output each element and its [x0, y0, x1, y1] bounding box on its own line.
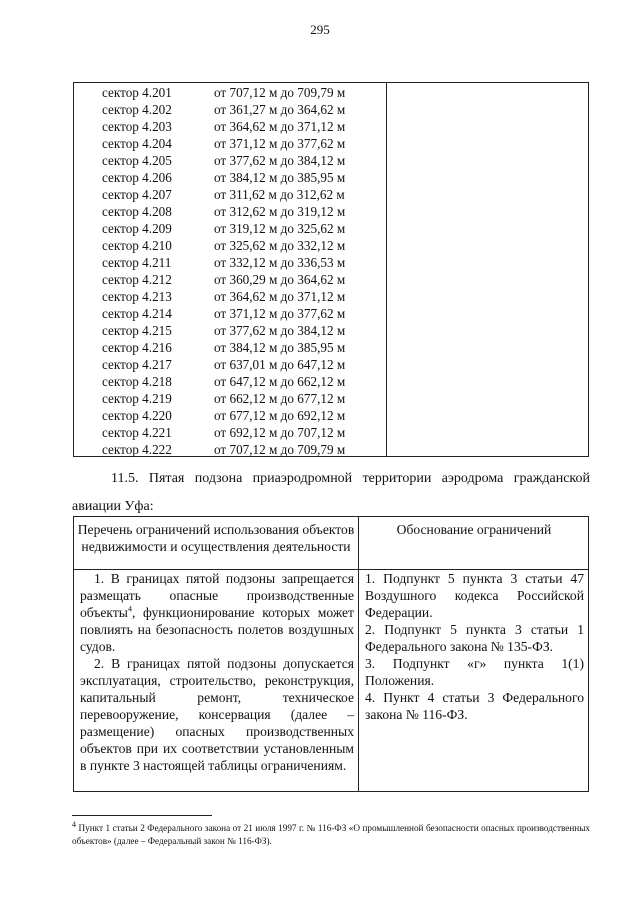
sector-range: от 692,12 м до 707,12 м: [214, 425, 346, 440]
sector-range: от 371,12 м до 377,62 м: [214, 306, 346, 321]
section-heading-line1: 11.5. Пятая подзона приаэродромной территории аэродрома гражданской: [111, 471, 590, 486]
justification-item: 4. Пункт 4 статьи 3 Федерального закона № 116-ФЗ.: [365, 690, 584, 722]
sector-name: сектор 4.220: [102, 408, 172, 423]
sector-name: сектор 4.218: [102, 374, 172, 389]
header-justification: Обоснование ограничений: [396, 522, 552, 537]
header-restrictions: Перечень ограничений использования объектов недвижимости и осуществления деятельности: [77, 522, 355, 554]
sector-range: от 637,01 м до 647,12 м: [214, 357, 346, 372]
sector-range: от 707,12 м до 709,79 м: [214, 85, 346, 100]
sector-name: сектор 4.210: [102, 238, 172, 253]
sector-name: сектор 4.222: [102, 442, 172, 457]
sector-range: от 319,12 м до 325,62 м: [214, 221, 346, 236]
sector-range: от 364,62 м до 371,12 м: [214, 289, 346, 304]
column-divider: [358, 517, 359, 791]
sector-name: сектор 4.208: [102, 204, 172, 219]
justification-item: 3. Подпункт «г» пункта 1(1) Положения.: [365, 656, 584, 688]
sector-name: сектор 4.215: [102, 323, 172, 338]
section-heading-line2: авиации Уфа:: [72, 499, 154, 514]
sector-range: от 364,62 м до 371,12 м: [214, 119, 346, 134]
sector-range: от 384,12 м до 385,95 м: [214, 340, 346, 355]
sector-range: от 311,62 м до 312,62 м: [214, 187, 345, 202]
sector-name: сектор 4.209: [102, 221, 172, 236]
sector-range: от 361,27 м до 364,62 м: [214, 102, 346, 117]
sector-table: [73, 82, 589, 457]
sector-name: сектор 4.204: [102, 136, 172, 151]
sector-name: сектор 4.217: [102, 357, 172, 372]
sector-range: от 384,12 м до 385,95 м: [214, 170, 346, 185]
sector-range: от 647,12 м до 662,12 м: [214, 374, 346, 389]
footnote-ref: 4: [127, 604, 132, 614]
sector-name: сектор 4.216: [102, 340, 172, 355]
sector-name: сектор 4.206: [102, 170, 172, 185]
page-number: 295: [310, 22, 330, 37]
sector-name: сектор 4.211: [102, 255, 172, 270]
section-heading: [72, 465, 590, 521]
sector-name: сектор 4.213: [102, 289, 172, 304]
sector-name: сектор 4.202: [102, 102, 172, 117]
sector-name: сектор 4.207: [102, 187, 172, 202]
justification-item: 1. Подпункт 5 пункта 3 статьи 47 Воздушного кодекса Российской Федерации.: [365, 571, 584, 620]
footnote-text: Пункт 1 статьи 2 Федерального закона от 21 июля 1997 г. № 116-ФЗ «О промышленной безопасности опасных производственных объектов» (далее – Федеральный закон № 116-ФЗ).: [72, 823, 590, 846]
limits-table: [73, 516, 589, 792]
justification-item: 2. Подпункт 5 пункта 3 статьи 1 Федерального закона № 135-ФЗ.: [365, 622, 584, 654]
restriction-paragraph-1: [80, 570, 354, 655]
sector-name: сектор 4.212: [102, 272, 172, 287]
sector-name: сектор 4.219: [102, 391, 172, 406]
sector-name: сектор 4.214: [102, 306, 172, 321]
column-divider: [386, 83, 387, 456]
sector-name: сектор 4.205: [102, 153, 172, 168]
sector-range: от 332,12 м до 336,53 м: [214, 255, 346, 270]
restrictions-cell: [80, 570, 354, 774]
sector-range: от 312,62 м до 319,12 м: [214, 204, 346, 219]
justification-cell: [365, 570, 584, 723]
sector-name: сектор 4.221: [102, 425, 172, 440]
sector-range: от 377,62 м до 384,12 м: [214, 323, 346, 338]
footnote-separator: [72, 815, 212, 816]
sector-name: сектор 4.201: [102, 85, 172, 100]
restriction-1-text-b: , функционирование которых может повлиять на безопасность полетов воздушных судов.: [80, 605, 354, 654]
sector-range: от 371,12 м до 377,62 м: [214, 136, 346, 151]
sector-range: от 677,12 м до 692,12 м: [214, 408, 346, 423]
footnote-mark: 4: [72, 819, 76, 829]
sector-range: от 707,12 м до 709,79 м: [214, 442, 346, 457]
sector-name: сектор 4.203: [102, 119, 172, 134]
sector-range: от 662,12 м до 677,12 м: [214, 391, 346, 406]
restriction-1-text-a: 1. В границах пятой подзоны запрещается размещать опасные производственные объекты: [80, 571, 354, 620]
sector-range: от 325,62 м до 332,12 м: [214, 238, 346, 253]
sector-range: от 377,62 м до 384,12 м: [214, 153, 346, 168]
sector-range: от 360,29 м до 364,62 м: [214, 272, 346, 287]
footnote: [72, 819, 590, 848]
restriction-paragraph-2: 2. В границах пятой подзоны допускается эксплуатация, строительство, реконструкция, капитальный ремонт, техническое перевооружение, консервация (далее – размещение) опасных производственных объектов при их соответствии установленным в пункте 3 настоящей таблицы ограничениям.: [80, 656, 354, 773]
